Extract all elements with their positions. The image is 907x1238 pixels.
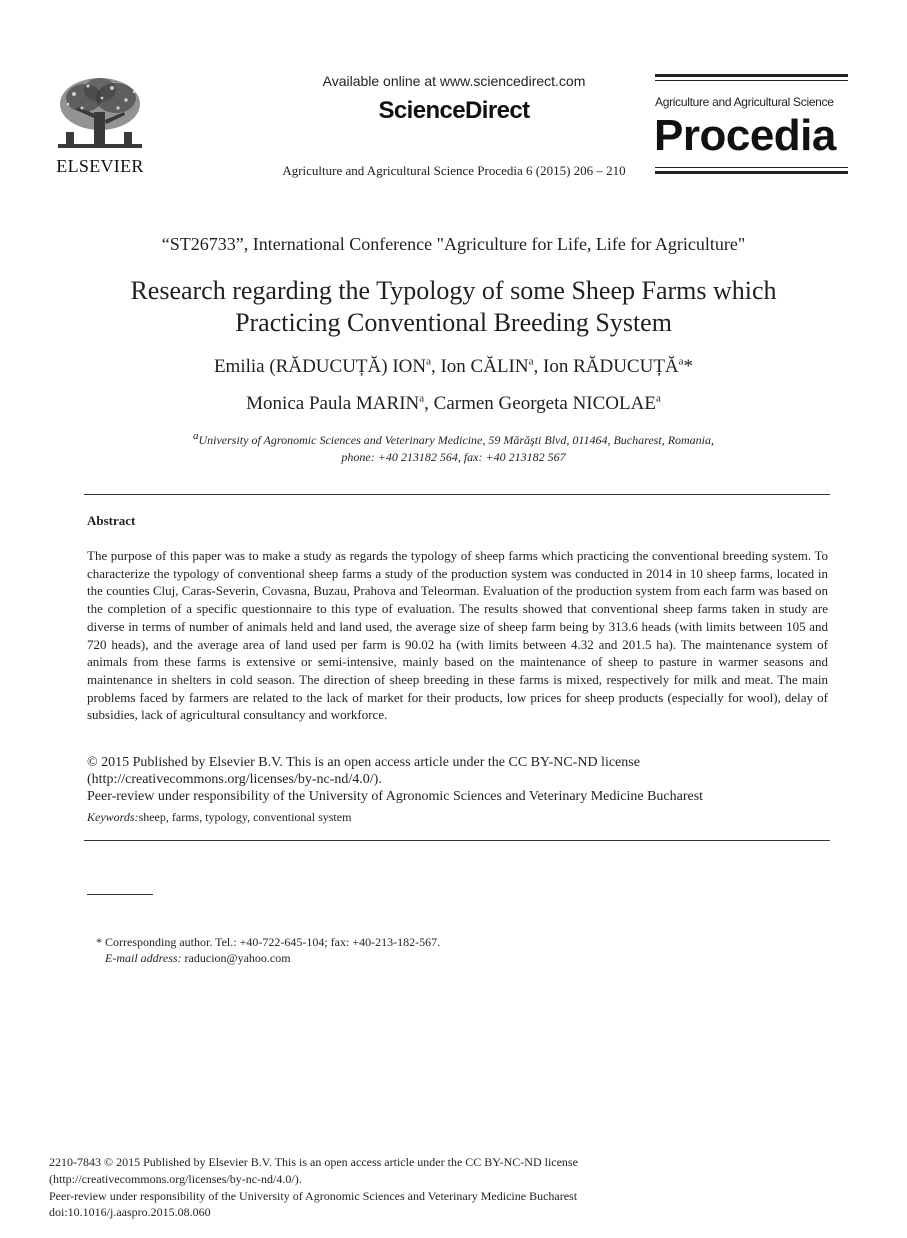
affiliation [60,432,847,466]
abstract-bottom-rule [84,840,830,841]
elsevier-wordmark: ELSEVIER [56,156,144,176]
author-separator: , [430,356,441,377]
abstract-heading: Abstract [87,513,136,528]
affiliation-mark: a [655,392,661,405]
tree-emblem-icon [54,74,146,154]
author-name: Ion RĂDUCUȚĂ [543,356,679,377]
paper-title [60,275,847,339]
affiliation-text: University of Agronomic Sciences and Veterinary Medicine, 59 Mărăşti Blvd, 011464, Bucharest, Romania, [198,433,715,447]
email-address[interactable]: raducion@yahoo.com [181,951,291,965]
author-separator: , [424,393,434,414]
author-list-line-1 [40,356,867,378]
journal-reference: Agriculture and Agricultural Science Procedia 6 (2015) 206 – 210 [282,163,626,178]
license-url[interactable]: (http://creativecommons.org/licenses/by-nc-nd/4.0/). [87,772,382,787]
abstract-body: The purpose of this paper was to make a study as regards the typology of sheep farms which practicing the conventional breeding system. To characterize the typology of conventional sheep farms a study of the production system was conducted in 2014 in 10 sheep farms, located in the counties Cluj, Caras-Severin, Covasna, Buzau, Prahova and Teleorman. Evaluation of the production system from each farm was based on the completion of a specific questionnaire to this type of evaluation. The results showed that conventional sheep farms taken in study are diverse in terms of number of animals held and land used, the average size of sheep farm being by 313.6 heads (with limits between 105 and 720 heads), and the average area of land used per farm is 90.02 ha (with limits between 4.32 and 201.5 ha). The maintenance system of animals from these farms is extensive or semi-intensive, mainly based on the maintenance of sheep to pasture in warmer seasons and maintenance in shelters in cold season. The direction of sheep breeding in these farms is mixed, respectively for milk and meat. The main problems faced by farmers are related to the lack of market for their products, low prices for sheep products (especially for wool), delay of subsidies, lack of agricultural consultancy and workforce. [87,548,828,723]
author-name: Monica Paula MARIN [246,393,420,414]
keywords-list: sheep, farms, typology, conventional system [138,810,352,824]
author-list-line-2 [40,393,867,415]
affiliation-line-2: phone: +40 213182 564, fax: +40 213182 567 [341,450,566,464]
procedia-bottom-rule-thin [655,167,848,168]
conference-name: “ST26733”, International Conference "Agriculture for Life, Life for Agriculture" [161,234,746,254]
corresponding-author-note: * Corresponding author. Tel.: +40-722-645-104; fax: +40-213-182-567. [96,935,441,949]
footer-peer-review: Peer-review under responsibility of the University of Agronomic Sciences and Veterinary Medicine Bucharest [49,1189,578,1203]
affiliation-line-1 [60,432,847,449]
procedia-top-rule-thin [655,80,848,81]
keywords [87,810,351,825]
abstract-top-rule [84,494,830,495]
affiliation-mark: a [528,355,534,368]
peer-review-statement: Peer-review under responsibility of the University of Agronomic Sciences and Veterinary Medicine Bucharest [87,789,704,804]
corresponding-author-mark: * [683,356,694,377]
paper-title-line-1: Research regarding the Typology of some Sheep Farms which [130,276,777,305]
procedia-subtitle: Agriculture and Agricultural Science [655,95,834,109]
footnote-rule [87,894,153,895]
affiliation-mark: a [419,392,425,405]
procedia-top-rule [655,74,848,77]
footer-copyright: 2210-7843 © 2015 Published by Elsevier B.V. This is an open access article under the CC BY-NC-ND license [49,1155,578,1169]
procedia-logo [655,74,848,176]
sciencedirect-logo: ScienceDirect [378,97,530,124]
keywords-label: Keywords: [87,810,139,824]
author-separator: , [533,356,544,377]
available-online-text: Available online at www.sciencedirect.com [322,73,586,89]
footer-doi[interactable]: doi:10.1016/j.aaspro.2015.08.060 [49,1205,211,1219]
footer-license-url[interactable]: (http://creativecommons.org/licenses/by-nc-nd/4.0/). [49,1172,302,1186]
email-label: E-mail address: [105,951,182,965]
author-name: Ion CĂLIN [440,356,529,377]
affiliation-mark: a [426,355,431,368]
elsevier-logo [50,74,150,178]
copyright-line: © 2015 Published by Elsevier B.V. This is an open access article under the CC BY-NC-ND license [87,755,640,770]
affiliation-mark: a [192,430,199,442]
procedia-bottom-rule [655,171,848,174]
affiliation-mark: a [678,355,684,368]
paper-title-line-2: Practicing Conventional Breeding System [235,308,672,337]
email-note [105,951,291,966]
author-name: Emilia (RĂDUCUȚĂ) ION [213,356,427,377]
procedia-wordmark: Procedia [654,111,836,160]
author-name: Carmen Georgeta NICOLAE [433,393,656,414]
